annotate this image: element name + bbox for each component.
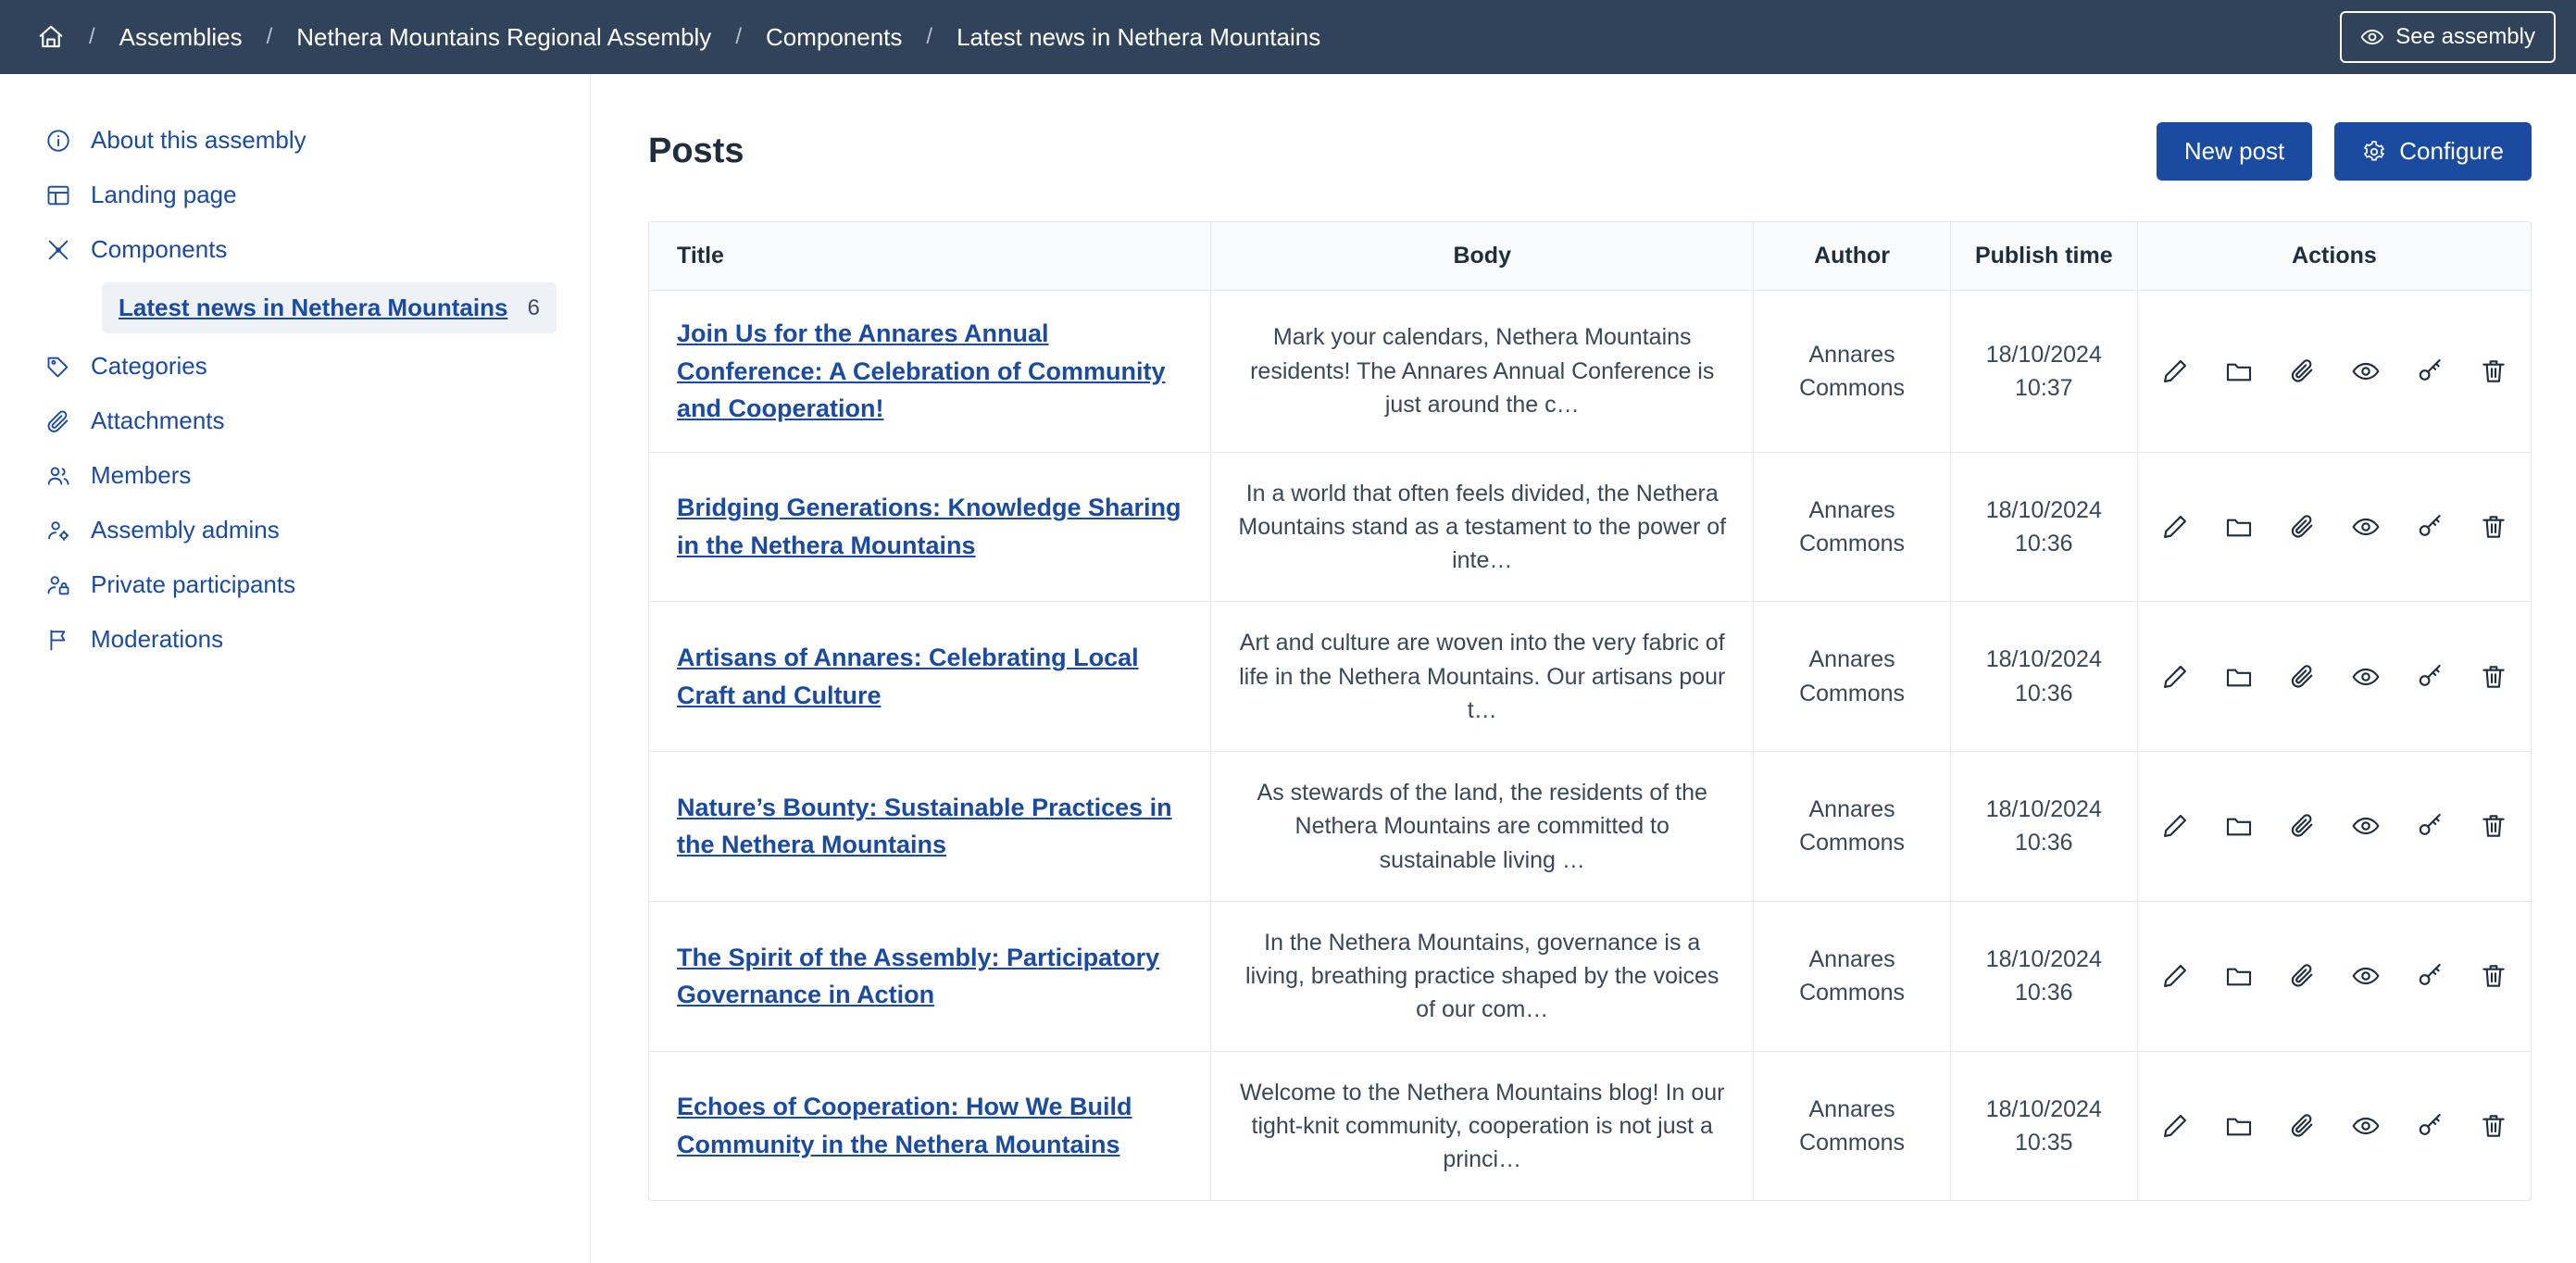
breadcrumb-item-assembly[interactable]: Nethera Mountains Regional Assembly (296, 22, 712, 51)
sidebar-item-label: Assembly admins (91, 516, 280, 544)
sidebar-item-label: Moderations (91, 625, 224, 653)
table-header-row (649, 222, 2531, 291)
column-header-author: Author (1754, 222, 1950, 291)
table-row (649, 291, 2531, 453)
sidebar-item-label: Private participants (91, 570, 296, 598)
table-row (649, 901, 2531, 1051)
paperclip-icon[interactable] (2287, 1110, 2318, 1142)
info-icon (44, 127, 72, 155)
post-actions-cell (2137, 602, 2531, 752)
breadcrumb-separator: / (926, 24, 933, 49)
post-body-cell: Welcome to the Nethera Mountains blog! In our tight-knit community, cooperation is not just a princi… (1211, 1051, 1754, 1200)
post-title-link[interactable]: Nature’s Bounty: Sustainable Practices in the Nethera Mountains (677, 793, 1172, 859)
post-title-link[interactable]: The Spirit of the Assembly: Participatory Governance in Action (677, 943, 1160, 1009)
folder-icon[interactable] (2224, 661, 2255, 693)
sidebar-item-label: About this assembly (91, 126, 306, 154)
user-gear-icon (44, 517, 72, 544)
post-author-cell: Annares Commons (1754, 901, 1950, 1051)
row-actions (2160, 960, 2508, 992)
post-title-cell (649, 291, 1211, 453)
trash-icon[interactable] (2478, 810, 2508, 842)
post-publish-time-cell: 18/10/2024 10:36 (1950, 452, 2137, 602)
post-publish-time-cell: 18/10/2024 10:37 (1950, 291, 2137, 453)
sidebar-item-label: Categories (91, 352, 207, 380)
row-actions (2160, 661, 2508, 693)
sidebar (0, 74, 591, 1263)
post-body-cell: In the Nethera Mountains, governance is a living, breathing practice shaped by the voices of our com… (1211, 901, 1754, 1051)
post-title-link[interactable]: Bridging Generations: Knowledge Sharing in the Nethera Mountains (677, 494, 1182, 559)
row-actions (2160, 511, 2508, 543)
configure-label: Configure (2399, 137, 2504, 165)
trash-icon[interactable] (2478, 661, 2508, 693)
sidebar-item-latest-news[interactable] (102, 282, 556, 333)
post-publish-time-cell: 18/10/2024 10:36 (1950, 901, 2137, 1051)
sidebar-item-label: Attachments (91, 406, 225, 434)
post-author-cell: Annares Commons (1754, 452, 1950, 602)
flag-icon (44, 626, 72, 654)
table-row (649, 452, 2531, 602)
key-icon[interactable] (2415, 810, 2445, 842)
sidebar-item-landing-page[interactable] (0, 168, 590, 222)
breadcrumb-separator: / (735, 24, 742, 49)
column-header-actions: Actions (2137, 222, 2531, 291)
folder-icon[interactable] (2224, 356, 2255, 387)
home-icon (37, 23, 65, 51)
eye-icon[interactable] (2351, 661, 2382, 693)
post-actions-cell (2137, 291, 2531, 453)
post-title-cell (649, 452, 1211, 602)
page-body (0, 74, 2576, 1263)
pencil-icon[interactable] (2160, 960, 2191, 992)
post-publish-time-cell: 18/10/2024 10:35 (1950, 1051, 2137, 1200)
paperclip-icon[interactable] (2287, 810, 2318, 842)
table-row (649, 602, 2531, 752)
post-author-cell: Annares Commons (1754, 291, 1950, 453)
paperclip-icon[interactable] (2287, 960, 2318, 992)
tag-icon (44, 353, 72, 381)
sidebar-subitem-count: 6 (527, 294, 540, 320)
post-author-cell: Annares Commons (1754, 1051, 1950, 1200)
sidebar-item-moderations[interactable] (0, 612, 590, 667)
trash-icon[interactable] (2478, 356, 2508, 387)
post-actions-cell (2137, 1051, 2531, 1200)
eye-icon[interactable] (2351, 960, 2382, 992)
trash-icon[interactable] (2478, 1110, 2508, 1142)
post-title-link[interactable]: Artisans of Annares: Celebrating Local Craft and Culture (677, 644, 1139, 709)
paperclip-icon[interactable] (2287, 511, 2318, 543)
post-body-cell: Mark your calendars, Nethera Mountains residents! The Annares Annual Conference is just around the c… (1211, 291, 1754, 453)
new-post-button[interactable] (2157, 122, 2312, 181)
user-lock-icon (44, 571, 72, 599)
sidebar-item-assembly-admins[interactable] (0, 503, 590, 557)
column-header-body: Body (1211, 222, 1754, 291)
gear-icon (2362, 140, 2386, 164)
post-publish-time-cell: 18/10/2024 10:36 (1950, 602, 2137, 752)
folder-icon[interactable] (2224, 1110, 2255, 1142)
post-actions-cell (2137, 452, 2531, 602)
column-header-publish-time: Publish time (1950, 222, 2137, 291)
layout-icon (44, 181, 72, 209)
sidebar-item-attachments[interactable] (0, 394, 590, 448)
breadcrumb-home-link[interactable] (37, 23, 65, 51)
post-title-cell (649, 602, 1211, 752)
sidebar-item-categories[interactable] (0, 339, 590, 394)
sidebar-item-about-this-assembly[interactable] (0, 113, 590, 168)
sidebar-item-components[interactable] (0, 222, 590, 277)
top-navigation-bar (0, 0, 2576, 74)
table-row (649, 1051, 2531, 1200)
column-header-title: Title (649, 222, 1211, 291)
page-header (648, 122, 2532, 181)
folder-icon[interactable] (2224, 960, 2255, 992)
posts-table (649, 222, 2531, 1200)
new-post-label: New post (2183, 137, 2285, 165)
posts-table-container (648, 221, 2532, 1201)
see-assembly-label: See assembly (2395, 24, 2535, 49)
pencil-icon[interactable] (2160, 356, 2191, 387)
row-actions (2160, 810, 2508, 842)
post-title-link[interactable]: Join Us for the Annares Annual Conference: A Celebration of Community and Cooperation! (677, 319, 1166, 422)
post-author-cell: Annares Commons (1754, 602, 1950, 752)
key-icon[interactable] (2415, 661, 2445, 693)
page-title: Posts (648, 131, 744, 170)
table-body (649, 291, 2531, 1201)
breadcrumb-separator: / (89, 24, 95, 49)
main-content (591, 74, 2576, 1263)
post-actions-cell (2137, 901, 2531, 1051)
folder-icon[interactable] (2224, 810, 2255, 842)
pencil-icon[interactable] (2160, 1110, 2191, 1142)
post-title-cell (649, 1051, 1211, 1200)
eye-icon[interactable] (2351, 1110, 2382, 1142)
key-icon[interactable] (2415, 960, 2445, 992)
post-body-cell: As stewards of the land, the residents of the Nethera Mountains are committed to sustainable living … (1211, 752, 1754, 902)
post-title-cell (649, 752, 1211, 902)
post-actions-cell (2137, 752, 2531, 902)
post-author-cell: Annares Commons (1754, 752, 1950, 902)
eye-icon (2360, 25, 2384, 49)
breadcrumb-separator: / (266, 24, 273, 49)
pencil-icon[interactable] (2160, 511, 2191, 543)
pencil-icon[interactable] (2160, 661, 2191, 693)
row-actions (2160, 356, 2508, 387)
eye-icon[interactable] (2351, 511, 2382, 543)
paperclip-icon[interactable] (2287, 356, 2318, 387)
configure-button[interactable] (2334, 122, 2532, 181)
table-head (649, 222, 2531, 291)
eye-icon[interactable] (2351, 356, 2382, 387)
key-icon[interactable] (2415, 1110, 2445, 1142)
breadcrumb-item-current[interactable]: Latest news in Nethera Mountains (957, 22, 1321, 51)
users-icon (44, 462, 72, 490)
sidebar-item-private-participants[interactable] (0, 557, 590, 612)
post-title-cell (649, 901, 1211, 1051)
sidebar-item-label: Landing page (91, 181, 237, 208)
sidebar-item-label: Components (91, 235, 228, 263)
key-icon[interactable] (2415, 511, 2445, 543)
sidebar-item-members[interactable] (0, 448, 590, 503)
breadcrumb-item-components[interactable]: Components (765, 22, 903, 51)
breadcrumb (37, 23, 2340, 52)
paperclip-icon (44, 407, 72, 435)
key-icon[interactable] (2415, 356, 2445, 387)
see-assembly-button[interactable] (2340, 11, 2556, 63)
header-actions (2157, 122, 2532, 181)
sidebar-subitem-label: Latest news in Nethera Mountains (119, 294, 508, 321)
pencil-icon[interactable] (2160, 810, 2191, 842)
components-icon (44, 236, 72, 264)
sidebar-item-label: Members (91, 461, 192, 489)
trash-icon[interactable] (2478, 511, 2508, 543)
post-body-cell: Art and culture are woven into the very fabric of life in the Nethera Mountains. Our artisans pour t… (1211, 602, 1754, 752)
folder-icon[interactable] (2224, 511, 2255, 543)
row-actions (2160, 1110, 2508, 1142)
trash-icon[interactable] (2478, 960, 2508, 992)
table-row (649, 752, 2531, 902)
breadcrumb-item-assemblies[interactable]: Assemblies (119, 22, 243, 51)
paperclip-icon[interactable] (2287, 661, 2318, 693)
post-publish-time-cell: 18/10/2024 10:36 (1950, 752, 2137, 902)
eye-icon[interactable] (2351, 810, 2382, 842)
post-title-link[interactable]: Echoes of Cooperation: How We Build Community in the Nethera Mountains (677, 1093, 1132, 1158)
post-body-cell: In a world that often feels divided, the Nethera Mountains stand as a testament to the power of inte… (1211, 452, 1754, 602)
